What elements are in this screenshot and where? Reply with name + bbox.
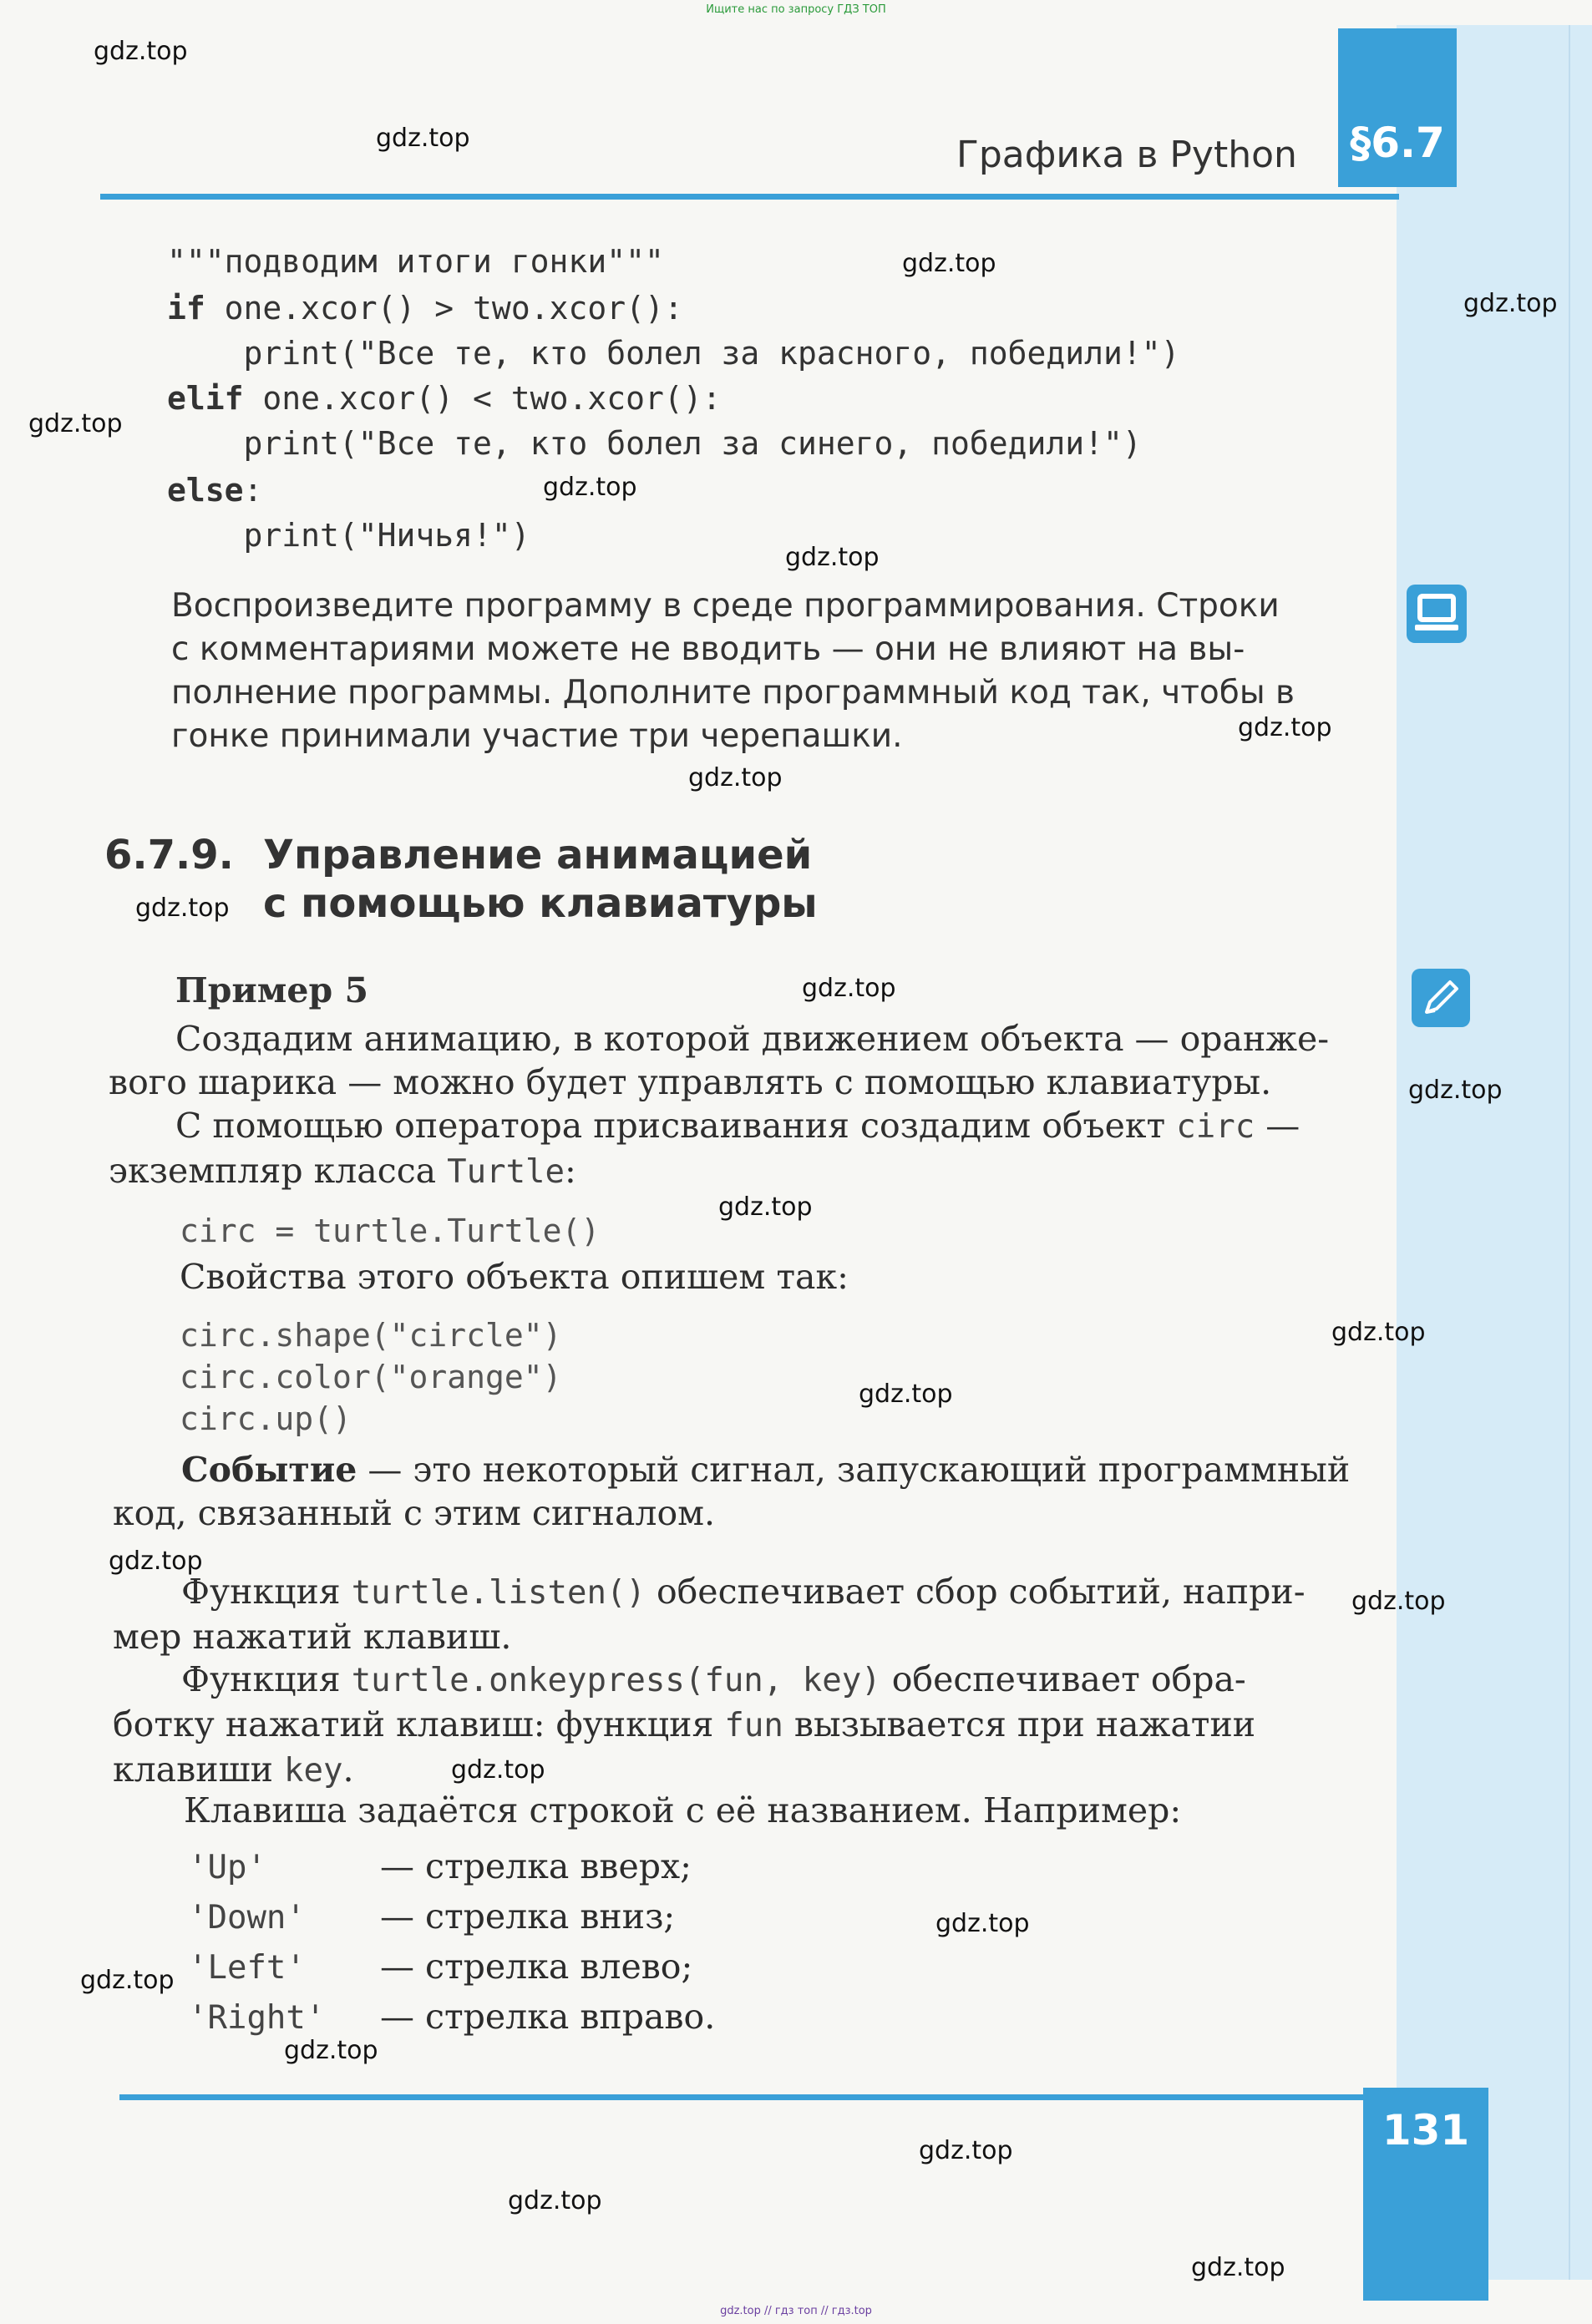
event-term: Событие (181, 1450, 357, 1490)
key-intro: Клавиша задаётся строкой с её названием. Например: (184, 1790, 1182, 1830)
example-paragraph-2: С помощью оператора присваивания создадим объект circ — экземпляр класса Turtle: (109, 1106, 1300, 1191)
section-title-line-1: Управление анимацией (263, 832, 813, 878)
sidebar-edge-line (1569, 25, 1570, 2280)
code-line-4: elif one.xcor() < two.xcor(): (167, 380, 722, 417)
code-create-circ: circ = turtle.Turtle() (180, 1213, 601, 1249)
watermark: gdz.top (376, 124, 470, 153)
pencil-icon (1412, 969, 1470, 1027)
watermark: gdz.top (718, 1192, 813, 1222)
watermark: gdz.top (935, 1909, 1030, 1938)
footer-rule (119, 2094, 1364, 2100)
example-paragraph-1 (109, 1017, 1361, 1104)
sidebar-strip (1397, 25, 1592, 2280)
watermark: gdz.top (919, 2136, 1013, 2165)
page-number-badge (1363, 2088, 1488, 2301)
code-circ-color: circ.color("orange") (180, 1359, 562, 1395)
watermark: gdz.top (508, 2186, 602, 2215)
code-line-6: else: (167, 472, 263, 509)
onkeypress-paragraph: Функция turtle.onkeypress(fun, key) обеспечивает обра- ботку нажатий клавиш: функция fun вызывается при нажатии клавиши key. (113, 1659, 1256, 1790)
watermark: gdz.top (94, 37, 188, 66)
watermark: gdz.top (1238, 713, 1332, 742)
watermark: gdz.top (1331, 1318, 1426, 1347)
example-heading: Пример 5 (175, 970, 368, 1010)
watermark: gdz.top (688, 763, 783, 792)
watermark: gdz.top (802, 974, 896, 1003)
watermark: gdz.top (1191, 2253, 1285, 2282)
task-line-1: Воспроизведите программу в среде программирования. Строки (171, 587, 1280, 625)
header-rule (100, 194, 1399, 200)
page-number: 131 (1382, 2106, 1470, 2154)
example-paragraph-3: Свойства этого объекта опишем так: (180, 1257, 849, 1297)
watermark: gdz.top (135, 894, 230, 923)
task-line-2: с комментариями можете не вводить — они не влияют на вы- (171, 630, 1245, 668)
watermark: gdz.top (785, 543, 880, 572)
code-line-7: print("Ничья!") (167, 517, 530, 554)
key-row-down: 'Down' — стрелка вниз; (188, 1896, 676, 1937)
key-row-left: 'Left' — стрелка влево; (188, 1947, 693, 1987)
watermark: gdz.top (902, 249, 996, 278)
watermark: gdz.top (284, 2036, 378, 2065)
watermark: gdz.top (80, 1966, 175, 1995)
task-paragraph (171, 585, 1357, 758)
section-badge (1338, 28, 1457, 187)
task-line-3: полнение программы. Дополните программный код так, чтобы в (171, 674, 1295, 711)
watermark: gdz.top (1463, 289, 1558, 318)
chapter-title: Графика в Python (956, 134, 1297, 176)
event-definition: Событие — это некоторый сигнал, запускающий программный код, связанный с этим сигналом. (113, 1450, 1351, 1533)
key-row-up: 'Up' — стрелка вверх; (188, 1846, 692, 1886)
watermark: gdz.top (859, 1380, 953, 1409)
code-line-2: if one.xcor() > two.xcor(): (167, 290, 683, 327)
key-row-right: 'Right' — стрелка вправо. (188, 1997, 716, 2037)
p1-line-1: Создадим анимацию, в которой движением объекта — оранже- (175, 1019, 1330, 1059)
section-title-line-2: с помощью клавиатуры (263, 880, 818, 927)
watermark: gdz.top (109, 1547, 203, 1576)
task-line-4: гонке принимали участие три черепашки. (171, 717, 903, 755)
watermark: gdz.top (1351, 1587, 1446, 1616)
code-line-5: print("Все те, кто болел за синего, победили!") (167, 425, 1142, 462)
bottom-banner: gdz.top // гдз топ // гдз.top (720, 2305, 872, 2317)
p1-line-2: вого шарика — можно будет управлять с помощью клавиатуры. (109, 1062, 1272, 1102)
code-circ-shape: circ.shape("circle") (180, 1317, 562, 1354)
code-line-3: print("Все те, кто болел за красного, победили!") (167, 335, 1180, 372)
section-badge-label: §6.7 (1350, 119, 1445, 167)
code-circ-up: circ.up() (180, 1400, 352, 1437)
top-banner: Ищите нас по запросу ГДЗ ТОП (706, 3, 886, 16)
watermark: gdz.top (543, 473, 637, 502)
computer-icon (1407, 585, 1467, 643)
section-number: 6.7.9. (104, 832, 234, 878)
code-line-1: """подводим итоги гонки""" (167, 243, 664, 280)
watermark: gdz.top (1408, 1076, 1503, 1105)
listen-paragraph: Функция turtle.listen() обеспечивает сбор событий, напри- мер нажатий клавиш. (113, 1572, 1306, 1657)
watermark: gdz.top (28, 409, 123, 438)
watermark: gdz.top (451, 1755, 545, 1785)
